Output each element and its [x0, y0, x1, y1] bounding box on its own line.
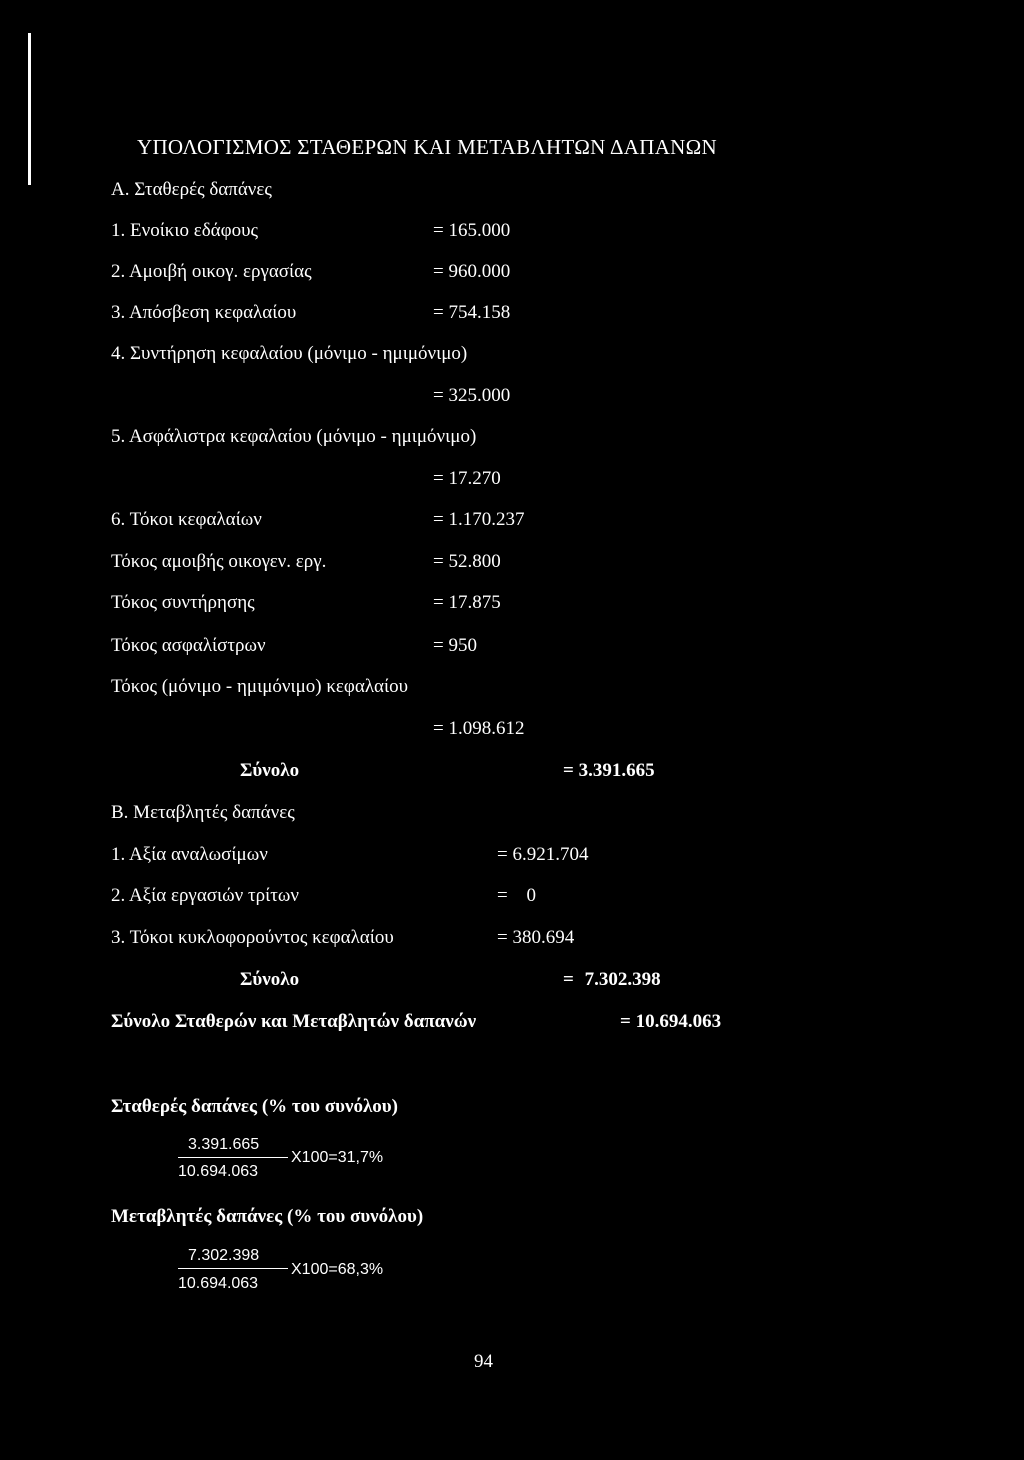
variable-item-value: = 6.921.704 [497, 844, 589, 865]
fixed-item-value: = 325.000 [433, 385, 511, 406]
fixed-share-denominator: 10.694.063 [178, 1163, 259, 1180]
variable-share-result: Χ100=68,3% [291, 1261, 384, 1278]
fixed-total-label: Σύνολο [240, 760, 300, 781]
grand-total-label: Σύνολο Σταθερών και Μεταβλητών δαπανών [111, 1011, 477, 1032]
variable-item-label: 2. Αξία εργασιών τρίτων [111, 885, 299, 906]
fixed-item-value: = 950 [433, 635, 477, 656]
fixed-item-label: 4. Συντήρηση κεφαλαίου (μόνιμο - ημιμόνιμο) [111, 343, 468, 364]
scan-edge-line [28, 33, 31, 185]
fixed-item-label: Τόκος (μόνιμο - ημιμόνιμο) κεφαλαίου [111, 676, 409, 697]
page-title: ΥΠΟΛΟΓΙΣΜΟΣ ΣΤΑΘΕΡΩΝ ΚΑΙ ΜΕΤΑΒΛΗΤΩΝ ΔΑΠΑΝΩΝ [137, 135, 717, 159]
variable-share-numerator: 7.302.398 [188, 1247, 260, 1264]
variable-costs-heading: Β. Μεταβλητές δαπάνες [111, 802, 295, 823]
fixed-item-value: = 1.170.237 [433, 509, 525, 530]
fixed-item-value: = 17.875 [433, 592, 501, 613]
variable-item-value: = 380.694 [497, 927, 575, 948]
variable-item-value: = 0 [497, 885, 536, 906]
page-number: 94 [474, 1351, 493, 1372]
fixed-item-value: = 960.000 [433, 261, 511, 282]
variable-total-value: = 7.302.398 [563, 969, 661, 990]
fixed-item-label: Τόκος ασφαλίστρων [111, 635, 266, 656]
variable-item-label: 3. Τόκοι κυκλοφορούντος κεφαλαίου [111, 927, 394, 948]
variable-share-heading: Μεταβλητές δαπάνες (% του συνόλου) [111, 1206, 424, 1227]
fixed-item-label: 6. Τόκοι κεφαλαίων [111, 509, 262, 530]
variable-item-label: 1. Αξία αναλωσίμων [111, 844, 268, 865]
fixed-item-value: = 52.800 [433, 551, 501, 572]
fixed-item-label: 1. Ενοίκιο εδάφους [111, 220, 259, 241]
variable-share-fraction-bar [178, 1268, 288, 1269]
fixed-share-result: Χ100=31,7% [291, 1149, 384, 1166]
fixed-item-label: Τόκος συντήρησης [111, 592, 255, 613]
fixed-item-label: 2. Αμοιβή οικογ. εργασίας [111, 261, 312, 282]
grand-total-value: = 10.694.063 [620, 1011, 722, 1032]
fixed-item-value: = 1.098.612 [433, 718, 525, 739]
fixed-item-value: = 754.158 [433, 302, 511, 323]
fixed-item-label: Τόκος αμοιβής οικογεν. εργ. [111, 551, 327, 572]
fixed-share-numerator: 3.391.665 [188, 1136, 260, 1153]
fixed-item-label: 5. Ασφάλιστρα κεφαλαίου (μόνιμο - ημιμόνιμο) [111, 426, 477, 447]
variable-total-label: Σύνολο [240, 969, 300, 990]
fixed-item-label: 3. Απόσβεση κεφαλαίου [111, 302, 297, 323]
fixed-total-value: = 3.391.665 [563, 760, 655, 781]
variable-share-denominator: 10.694.063 [178, 1275, 259, 1292]
fixed-share-fraction-bar [178, 1157, 288, 1158]
fixed-item-value: = 165.000 [433, 220, 511, 241]
fixed-costs-heading: Α. Σταθερές δαπάνες [111, 179, 272, 200]
fixed-share-heading: Σταθερές δαπάνες (% του συνόλου) [111, 1096, 398, 1117]
fixed-item-value: = 17.270 [433, 468, 501, 489]
